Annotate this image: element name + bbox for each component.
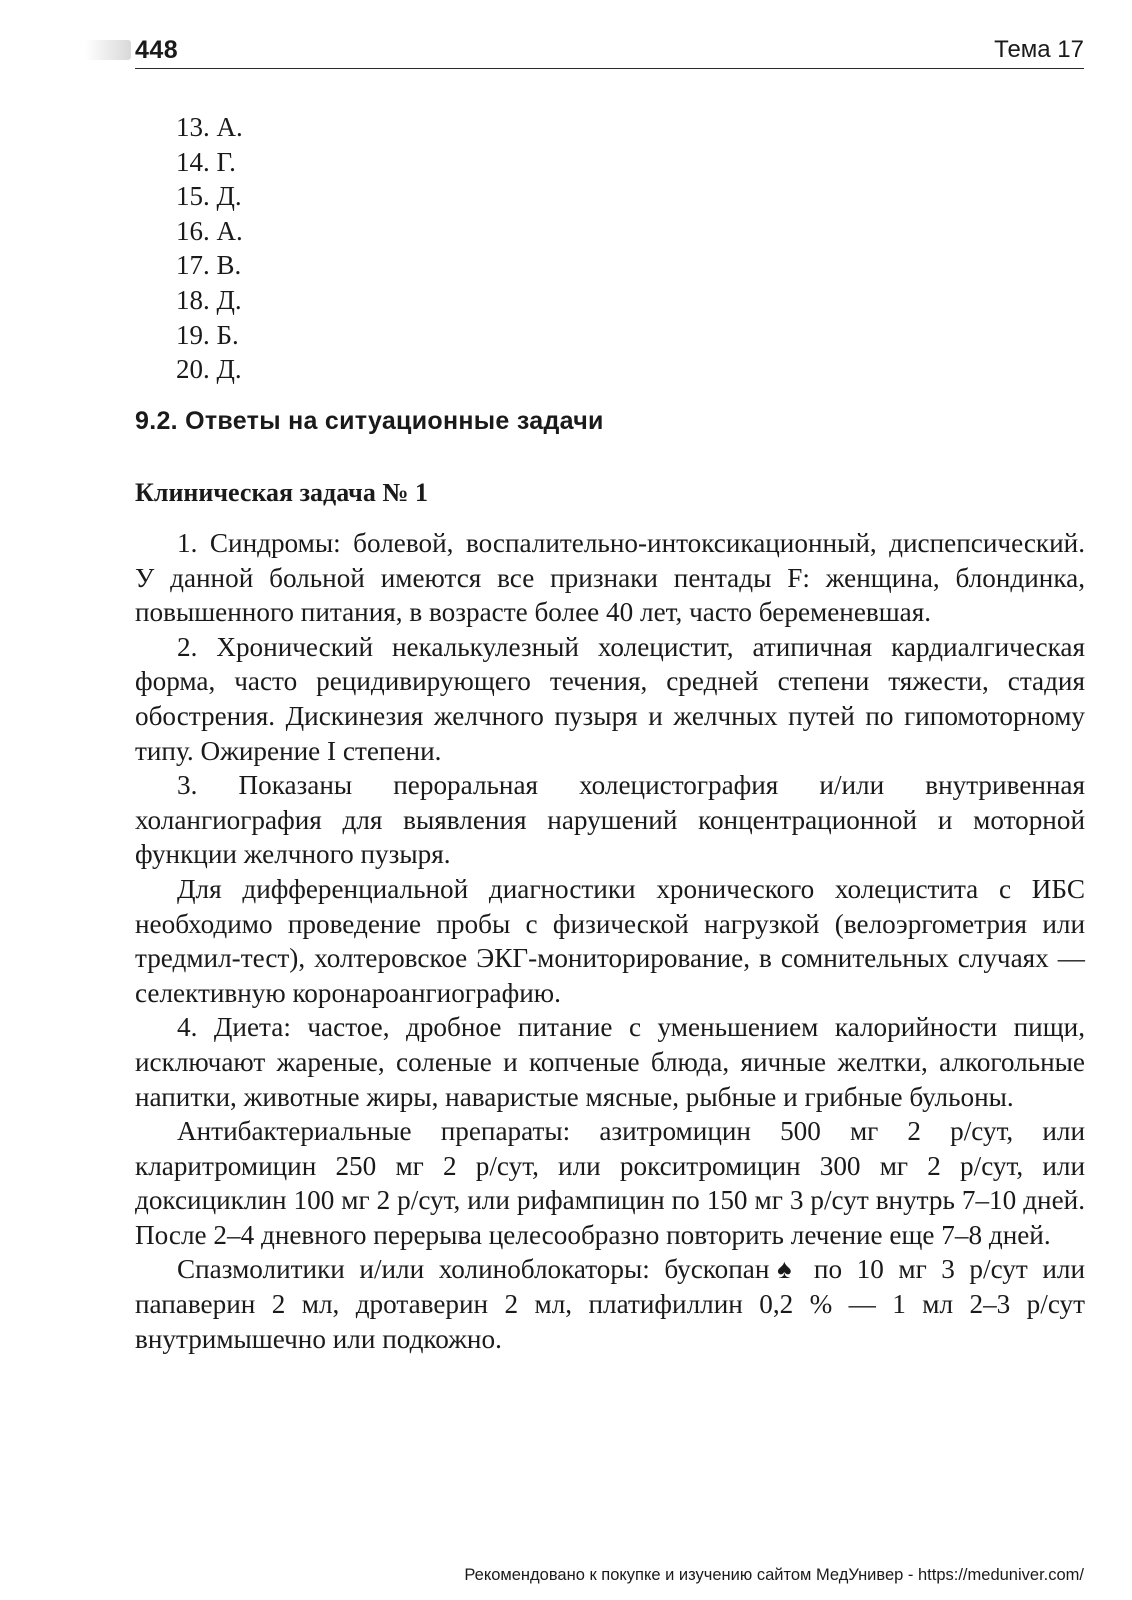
answer-item: 17. В. (176, 250, 242, 281)
paragraph-diet: 4. Диета: частое, дробное питание с уменьшением калорийности пищи, исключают жареные, соленые и копченые блюда, яичные желтки, алкогольные напитки, животные жиры, наваристые мясные, рыбные и грибные бульоны. (135, 1012, 1085, 1112)
footer-note: Рекомендовано к покупке и изучению сайтом МедУнивер - https://meduniver.com/ (464, 1566, 1084, 1584)
paragraph-antibacterial: Антибактериальные препараты: азитромицин 500 мг 2 р/сут, или кларитромицин 250 мг 2 р/сут, или рокситромицин 300 мг 2 р/сут, или доксициклин 100 мг 2 р/сут, или рифампицин по 150 мг 3 р/сут внутрь 7–10 дней. После 2–4 дневного перерыва целесообразно повторить лечение еще 7–8 дней. (135, 1116, 1085, 1250)
answer-item: 13. А. (176, 112, 243, 142)
answer-item: 16. А. (176, 215, 243, 246)
page-header (135, 34, 1084, 69)
answer-item: 19. Б. (176, 319, 239, 350)
section-heading: 9.2. Ответы на ситуационные задачи (135, 407, 604, 435)
paragraph-examination: 3. Показаны пероральная холецистография и/или внутривенная холангиография для выявления нарушений концентрационной и моторной функции желчного пузыря. (135, 770, 1085, 870)
answer-item: 18. Д. (176, 284, 242, 315)
page-tab-decoration (85, 40, 131, 60)
page-number: 448 (135, 36, 179, 64)
body-text (135, 526, 1085, 1356)
answer-item: 15. Д. (176, 181, 242, 212)
paragraph-differential: Для дифференциальной диагностики хронического холецистита с ИБС необходимо проведение пробы с физической нагрузкой (велоэргометрия или тредмил-тест), холтеровское ЭКГ-мониторирование, в сомнительных случаях — селективную коронароангиографию. (135, 873, 1085, 1008)
answer-item: 14. Г. (176, 146, 236, 177)
running-head: Тема 17 (994, 36, 1084, 63)
task-heading: Клиническая задача № 1 (135, 478, 428, 507)
paragraph-diagnosis: 2. Хронический некалькулезный холецистит, атипичная кардиалгическая форма, часто рецидивирующего течения, средней степени тяжести, стадия обострения. Дискинезия желчного пузыря и желчных путей по гипомоторному типу. Ожирение I степени. (135, 631, 1085, 766)
paragraph-syndromes: 1. Синдромы: болевой, воспалительно-интоксикационный, диспепсический. У данной больной имеются все признаки пентады F: женщина, блондинка, повышенного питания, в возрасте более 40 лет, часто беременевшая. (135, 528, 1085, 628)
answer-list (176, 110, 243, 387)
paragraph-spasmolytics: Спазмолитики и/или холиноблокаторы: бускопан♠ по 10 мг 3 р/сут или папаверин 2 мл, дротаверин 2 мл, платифиллин 0,2 % — 1 мл 2–3 р/сут внутримышечно или подкожно. (135, 1254, 1085, 1354)
answer-item: 20. Д. (176, 354, 242, 385)
